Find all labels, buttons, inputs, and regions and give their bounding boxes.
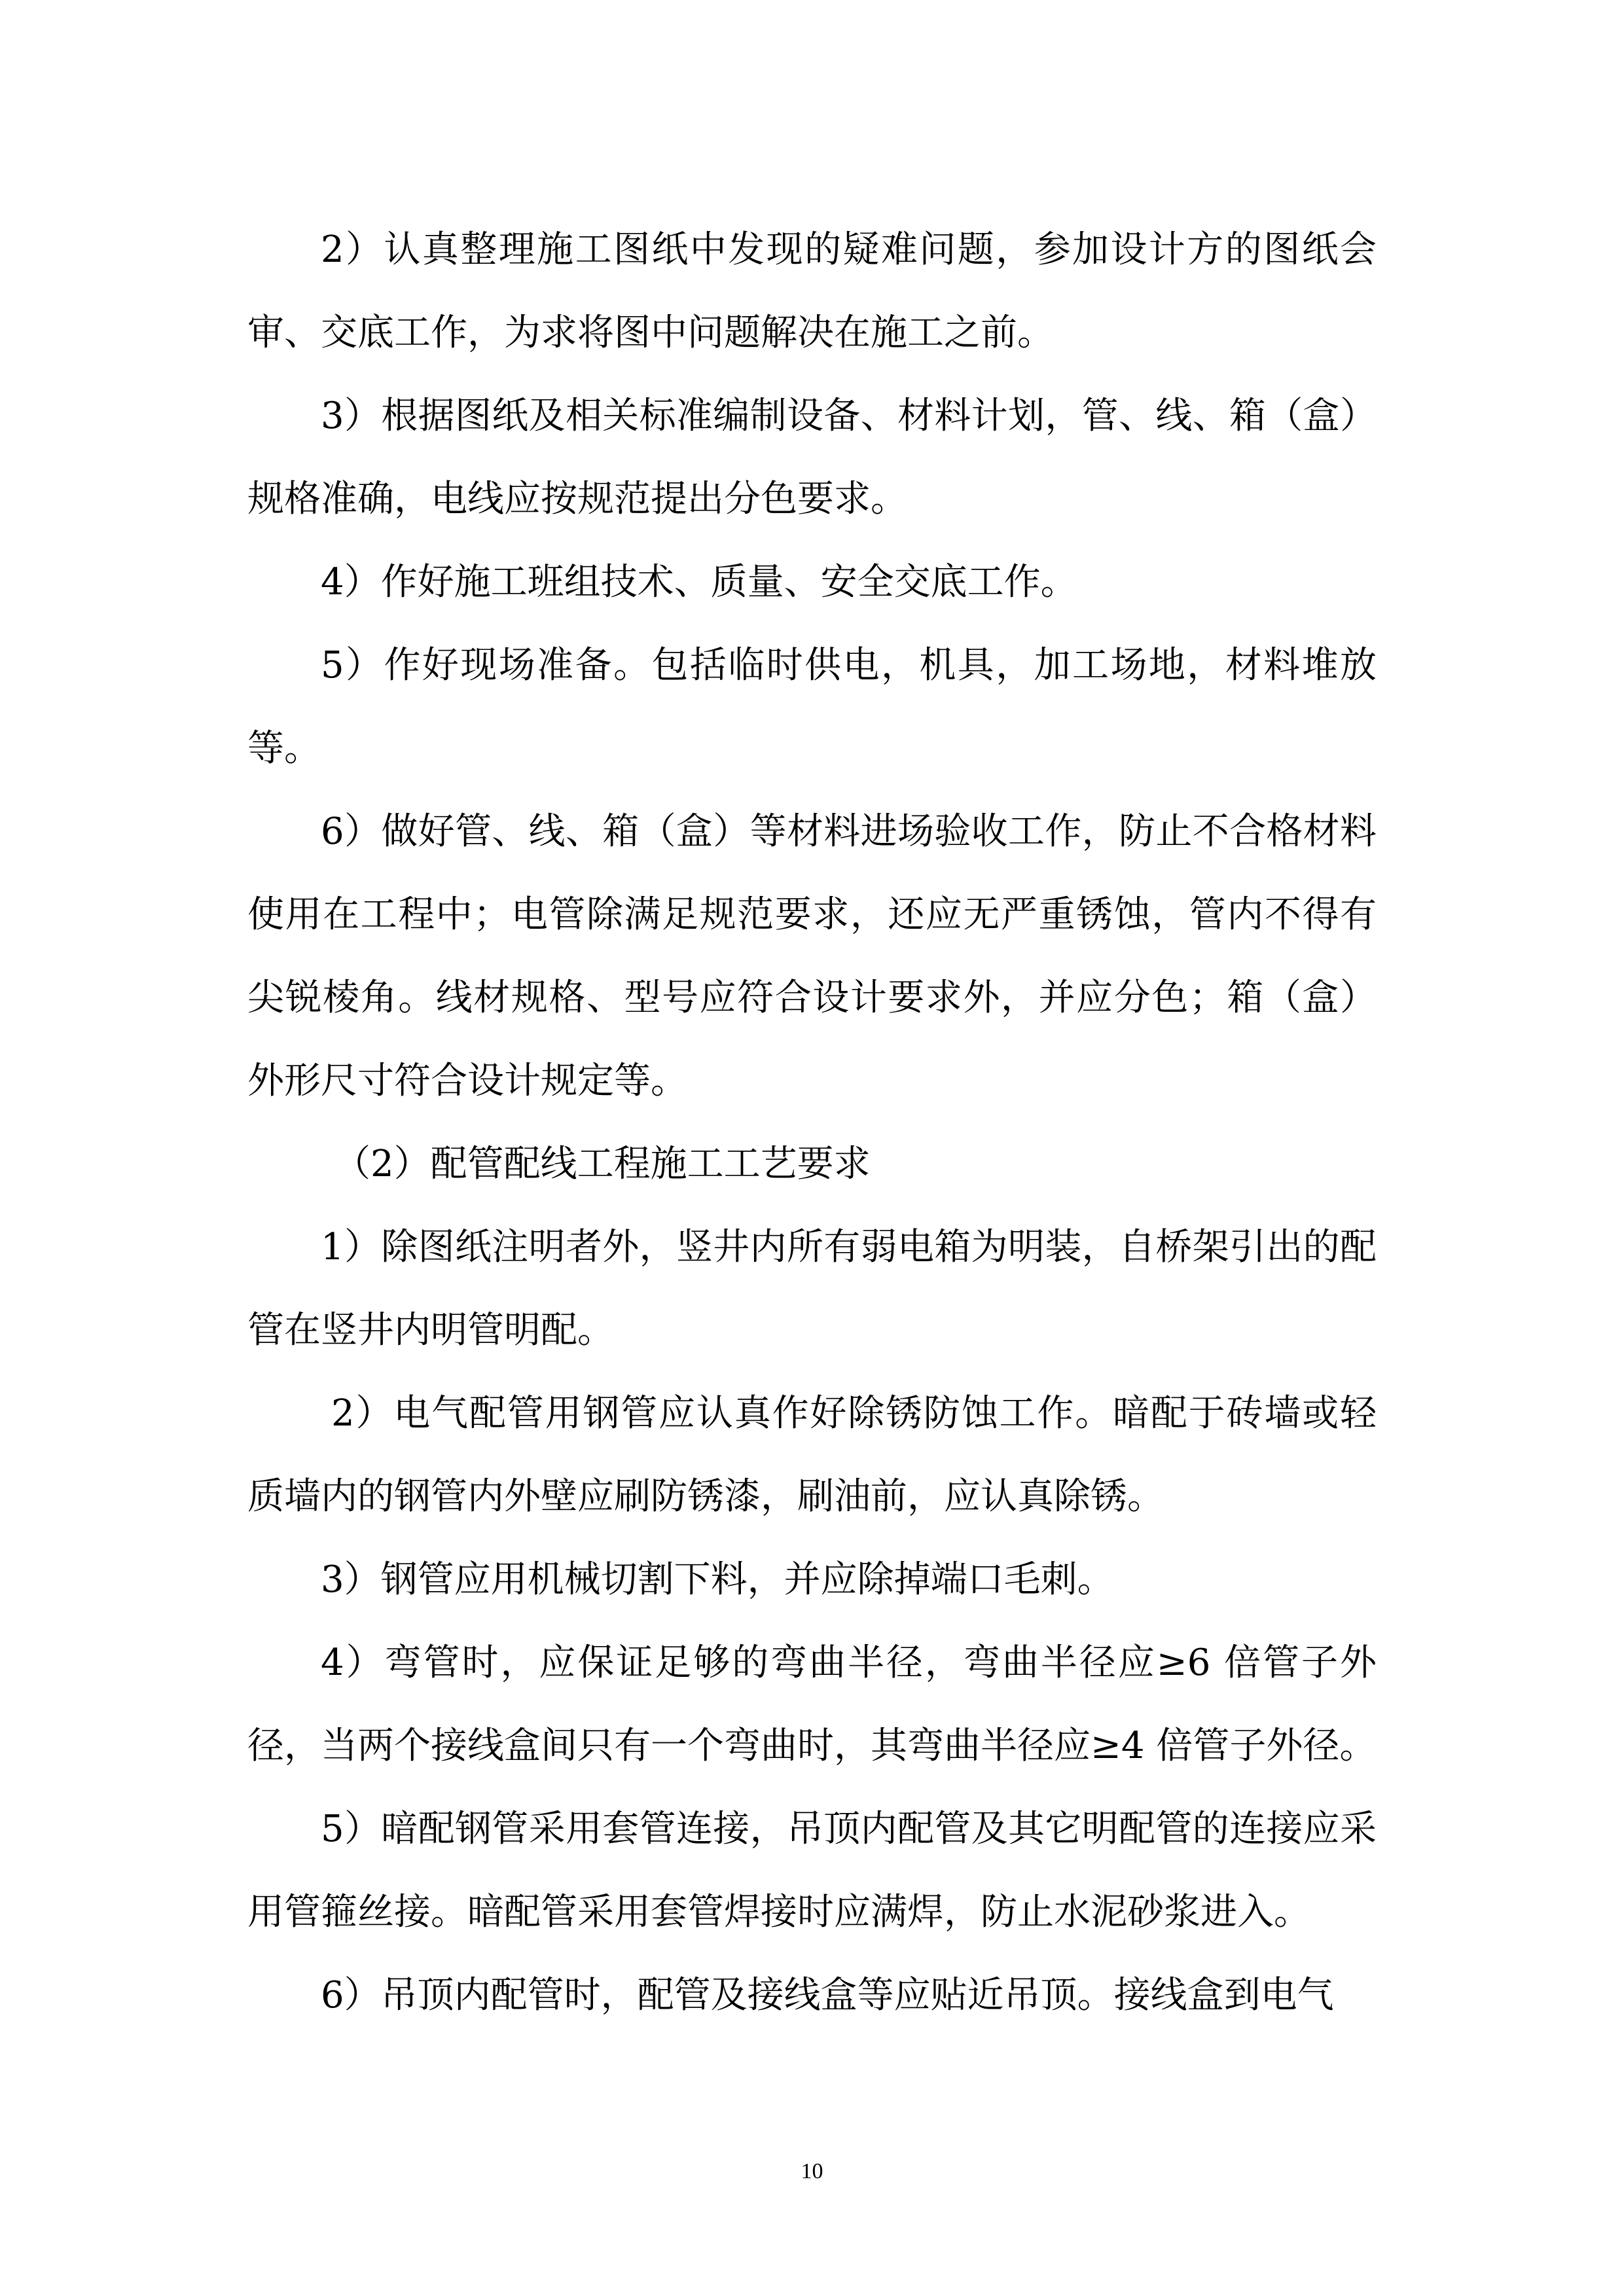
page-number: 10 [801, 2159, 823, 2183]
section-heading: （2）配管配线工程施工工艺要求 [334, 1143, 871, 1185]
document-body [247, 208, 1377, 2037]
paragraph-step-2: 2）电气配管用钢管应认真作好除锈防蚀工作。暗配于砖墙或轻质墙内的钢管内外壁应刷防锈漆，刷油前，应认真除锈。 [247, 1392, 1377, 1518]
paragraph-item-4: 4）作好施工班组技术、质量、安全交底工作。 [321, 561, 1077, 603]
paragraph-step-5: 5）暗配钢管采用套管连接，吊顶内配管及其它明配管的连接应采用管箍丝接。暗配管采用套管焊接时应满焊，防止水泥砂浆进入。 [247, 1808, 1377, 1933]
paragraph-item-3: 3）根据图纸及相关标准编制设备、材料计划，管、线、箱（盒）规格准确，电线应按规范提出分色要求。 [247, 395, 1377, 520]
paragraph-step-4: 4）弯管时，应保证足够的弯曲半径，弯曲半径应≥6 倍管子外径，当两个接线盒间只有一个弯曲时，其弯曲半径应≥4 倍管子外径。 [247, 1641, 1377, 1767]
paragraph-step-3: 3）钢管应用机械切割下料，并应除掉端口毛刺。 [321, 1558, 1114, 1601]
paragraph-item-6: 6）做好管、线、箱（盒）等材料进场验收工作，防止不合格材料使用在工程中；电管除满足规范要求，还应无严重锈蚀，管内不得有尖锐棱角。线材规格、型号应符合设计要求外，并应分色；箱（盒）外形尺寸符合设计规定等。 [247, 810, 1377, 1102]
paragraph-item-5: 5）作好现场准备。包括临时供电，机具，加工场地，材料堆放等。 [247, 644, 1377, 770]
paragraph-step-1: 1）除图纸注明者外，竖井内所有弱电箱为明装，自桥架引出的配管在竖井内明管明配。 [247, 1226, 1377, 1352]
paragraph-step-6: 6）吊顶内配管时，配管及接线盒等应贴近吊顶。接线盒到电气 [321, 1974, 1334, 2017]
paragraph-item-2: 2）认真整理施工图纸中发现的疑难问题，参加设计方的图纸会审、交底工作，为求将图中问题解决在施工之前。 [247, 228, 1377, 354]
